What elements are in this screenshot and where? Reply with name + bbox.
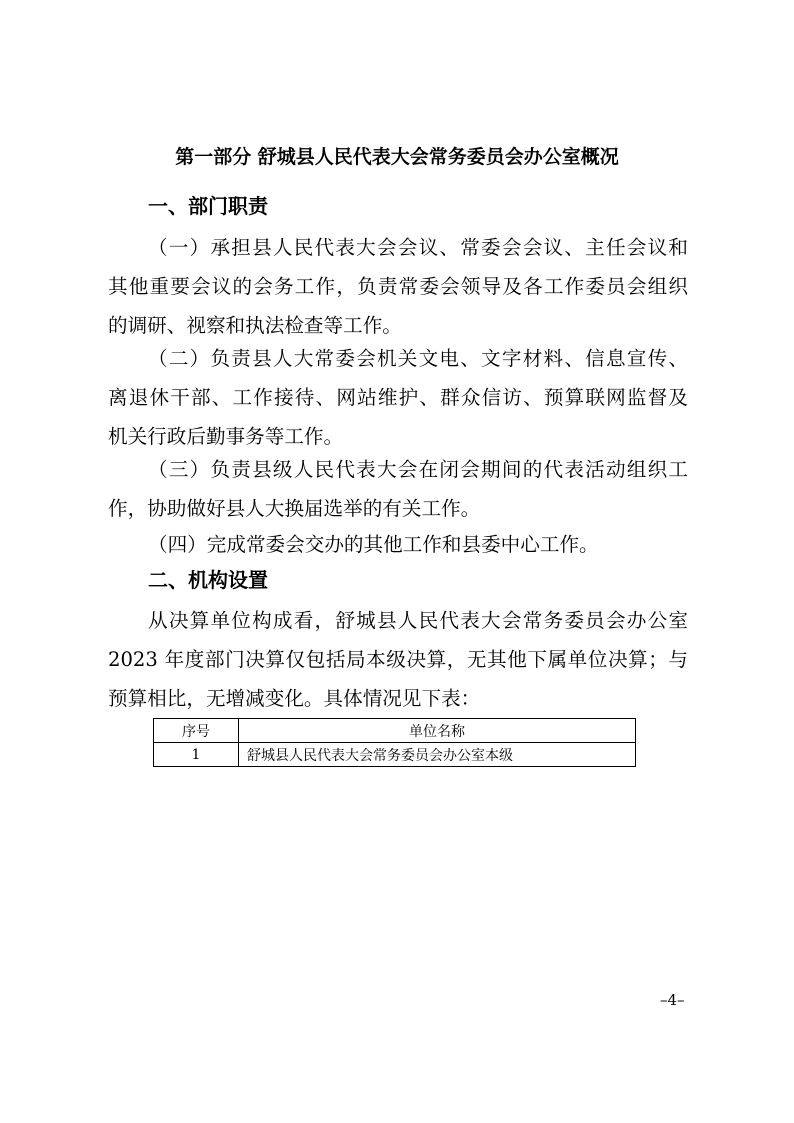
page-number: –4– <box>660 991 685 1009</box>
text-line: （二）负责县人大常委会机关文电、文字材料、信息宣传、 <box>148 347 688 370</box>
text-line: 2023 年度部门决算仅包括局本级决算，无其他下属单位决算；与 <box>108 648 688 671</box>
section-heading-duties: 一、部门职责 <box>148 194 268 218</box>
paragraph-duty-1 <box>108 228 688 345</box>
text-line: （三）负责县级人民代表大会在闭会期间的代表活动组织工 <box>148 458 688 481</box>
section-heading-structure: 二、机构设置 <box>148 568 268 592</box>
text-line: 作，协助做好县人大换届选举的有关工作。 <box>108 497 481 520</box>
text-line: （一）承担县人民代表大会会议、常委会会议、主任会议和 <box>148 236 688 259</box>
text-line: 的调研、视察和执法检查等工作。 <box>108 314 402 337</box>
text-line: 从决算单位构成看，舒城县人民代表大会常务委员会办公室 <box>148 609 688 632</box>
paragraph-structure <box>108 601 688 718</box>
text-line: 其他重要会议的会务工作，负责常委会领导及各工作委员会组织 <box>108 275 688 298</box>
paragraph-duty-3 <box>108 450 688 528</box>
table-header-row <box>154 719 636 743</box>
cell-index: 1 <box>154 743 239 767</box>
text-line: 机关行政后勤事务等工作。 <box>108 425 344 448</box>
paragraph-duty-2 <box>108 339 688 456</box>
header-index: 序号 <box>154 719 239 743</box>
paragraph-duty-4 <box>108 525 688 564</box>
cell-unit-name: 舒城县人民代表大会常务委员会办公室本级 <box>239 743 636 767</box>
header-unit-name: 单位名称 <box>239 719 636 743</box>
text-line: 预算相比，无增减变化。具体情况见下表： <box>108 687 481 710</box>
table-row <box>154 743 636 767</box>
page-title: 第一部分 舒城县人民代表大会常务委员会办公室概况 <box>175 146 619 168</box>
units-table <box>153 718 636 767</box>
text-line: 离退休干部、工作接待、网站维护、群众信访、预算联网监督及 <box>108 386 688 409</box>
text-line: （四）完成常委会交办的其他工作和县委中心工作。 <box>148 533 599 556</box>
